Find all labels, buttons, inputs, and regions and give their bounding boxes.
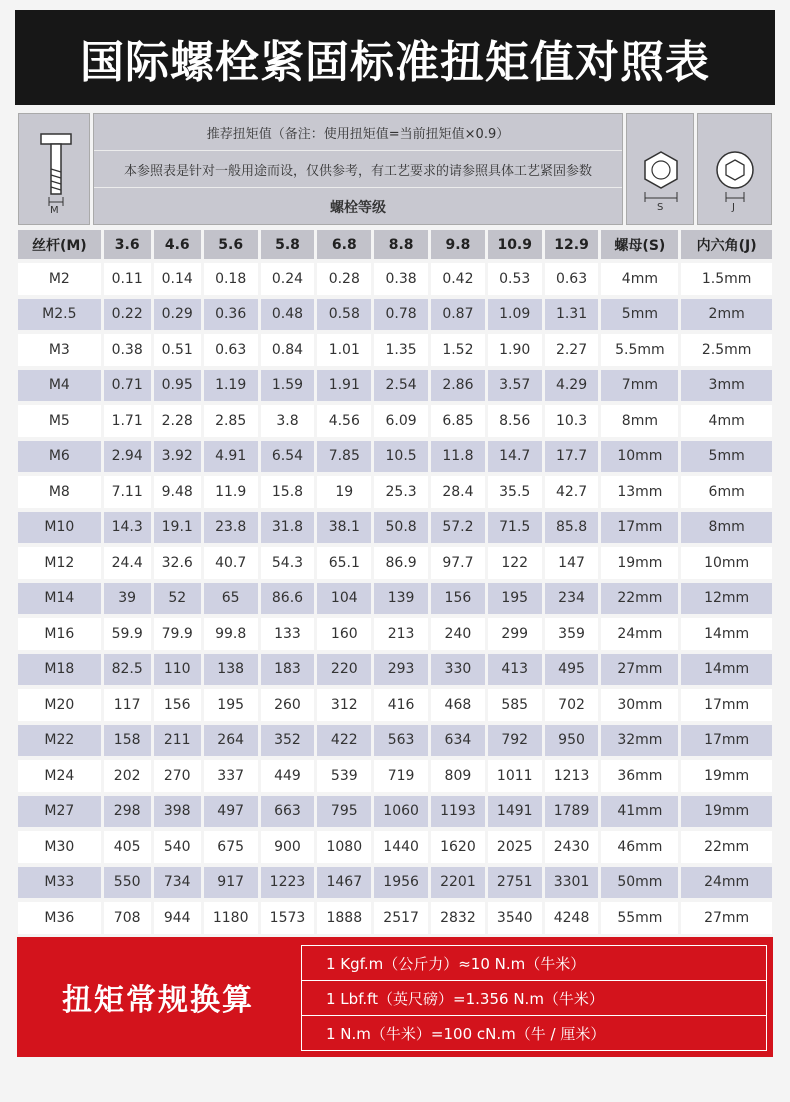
conversion-line: 1 N.m（牛米）=100 cN.m（牛 / 厘米） [326, 1025, 606, 1043]
value-cell: 422 [317, 725, 371, 757]
value-cell: 31.8 [261, 512, 315, 544]
table-row [18, 299, 772, 331]
value-cell: 79.9 [154, 618, 201, 650]
table-row [18, 725, 772, 757]
value-cell: 183 [261, 654, 315, 686]
size-cell: M24 [18, 760, 101, 792]
value-cell: 900 [261, 831, 315, 863]
value-cell: 359 [545, 618, 599, 650]
column-header: 丝杆(M) [18, 230, 101, 259]
value-cell: 1213 [545, 760, 599, 792]
value-cell: 792 [488, 725, 542, 757]
value-cell: 17mm [681, 689, 772, 721]
size-cell: M20 [18, 689, 101, 721]
column-header: 6.8 [317, 230, 371, 259]
table-row [18, 654, 772, 686]
value-cell: 38.1 [317, 512, 371, 544]
value-cell: 1080 [317, 831, 371, 863]
value-cell: 312 [317, 689, 371, 721]
table-row [18, 583, 772, 615]
value-cell: 2.28 [154, 405, 201, 437]
table-row [18, 334, 772, 366]
size-cell: M3 [18, 334, 101, 366]
conversion-line: 1 Kgf.m（公斤力）≈10 N.m（牛米） [302, 946, 766, 981]
value-cell: 0.53 [488, 263, 542, 295]
value-cell: 468 [431, 689, 485, 721]
value-cell: 2430 [545, 831, 599, 863]
value-cell: 65 [204, 583, 258, 615]
value-cell: 1.09 [488, 299, 542, 331]
value-cell: 663 [261, 796, 315, 828]
value-cell: 585 [488, 689, 542, 721]
value-cell: 32mm [601, 725, 678, 757]
value-cell: 15.8 [261, 476, 315, 508]
value-cell: 0.11 [104, 263, 151, 295]
value-cell: 2.94 [104, 441, 151, 473]
table-row [18, 476, 772, 508]
value-cell: 8mm [681, 512, 772, 544]
value-cell: 14mm [681, 618, 772, 650]
column-header: 5.8 [261, 230, 315, 259]
value-cell: 0.71 [104, 370, 151, 402]
value-cell: 4248 [545, 902, 599, 934]
nut-diagram [626, 113, 694, 225]
value-cell: 14.7 [488, 441, 542, 473]
column-header: 3.6 [104, 230, 151, 259]
value-cell: 1.31 [545, 299, 599, 331]
value-cell: 138 [204, 654, 258, 686]
value-cell: 99.8 [204, 618, 258, 650]
hex-socket-icon [698, 114, 773, 226]
grade-heading: 螺栓等级 [330, 199, 386, 216]
size-cell: M5 [18, 405, 101, 437]
value-cell: 1223 [261, 867, 315, 899]
value-cell: 2mm [681, 299, 772, 331]
table-header-block [15, 110, 775, 228]
column-header: 螺母(S) [601, 230, 678, 259]
value-cell: 1.91 [317, 370, 371, 402]
value-cell: 158 [104, 725, 151, 757]
value-cell: 104 [317, 583, 371, 615]
value-cell: 82.5 [104, 654, 151, 686]
value-cell: 0.48 [261, 299, 315, 331]
column-header: 8.8 [374, 230, 428, 259]
value-cell: 10.3 [545, 405, 599, 437]
value-cell: 4mm [681, 405, 772, 437]
value-cell: 0.87 [431, 299, 485, 331]
size-cell: M30 [18, 831, 101, 863]
value-cell: 1.59 [261, 370, 315, 402]
value-cell: 719 [374, 760, 428, 792]
value-cell: 86.9 [374, 547, 428, 579]
value-cell: 55mm [601, 902, 678, 934]
value-cell: 59.9 [104, 618, 151, 650]
value-cell: 234 [545, 583, 599, 615]
value-cell: 6.09 [374, 405, 428, 437]
value-cell: 1789 [545, 796, 599, 828]
value-cell: 2517 [374, 902, 428, 934]
size-cell: M33 [18, 867, 101, 899]
value-cell: 539 [317, 760, 371, 792]
column-header: 5.6 [204, 230, 258, 259]
value-cell: 0.84 [261, 334, 315, 366]
title-banner [15, 10, 775, 105]
value-cell: 13mm [601, 476, 678, 508]
value-cell: 1.35 [374, 334, 428, 366]
value-cell: 12mm [681, 583, 772, 615]
value-cell: 65.1 [317, 547, 371, 579]
table-row [18, 831, 772, 863]
value-cell: 950 [545, 725, 599, 757]
value-cell: 110 [154, 654, 201, 686]
size-cell: M22 [18, 725, 101, 757]
value-cell: 46mm [601, 831, 678, 863]
table-row [18, 512, 772, 544]
value-cell: 6.85 [431, 405, 485, 437]
value-cell: 11.8 [431, 441, 485, 473]
value-cell: 3mm [681, 370, 772, 402]
value-cell: 35.5 [488, 476, 542, 508]
value-cell: 19.1 [154, 512, 201, 544]
value-cell: 298 [104, 796, 151, 828]
value-cell: 11.9 [204, 476, 258, 508]
value-cell: 2201 [431, 867, 485, 899]
value-cell: 0.38 [104, 334, 151, 366]
value-cell: 5.5mm [601, 334, 678, 366]
value-cell: 2.27 [545, 334, 599, 366]
value-cell: 0.63 [204, 334, 258, 366]
column-header: 内六角(J) [681, 230, 772, 259]
value-cell: 7mm [601, 370, 678, 402]
conversion-line: 1 Lbf.ft（英尺磅）=1.356 N.m（牛米） [302, 981, 766, 1016]
value-cell: 398 [154, 796, 201, 828]
hex-dim-label: J [732, 202, 735, 213]
value-cell: 8.56 [488, 405, 542, 437]
value-cell: 7.85 [317, 441, 371, 473]
value-cell: 2751 [488, 867, 542, 899]
value-cell: 240 [431, 618, 485, 650]
value-cell: 30mm [601, 689, 678, 721]
value-cell: 52 [154, 583, 201, 615]
size-cell: M10 [18, 512, 101, 544]
size-cell: M12 [18, 547, 101, 579]
size-cell: M4 [18, 370, 101, 402]
value-cell: 0.42 [431, 263, 485, 295]
column-header: 9.8 [431, 230, 485, 259]
value-cell: 24.4 [104, 547, 151, 579]
value-cell: 9.48 [154, 476, 201, 508]
torque-table-body [18, 263, 772, 934]
page-title: 国际螺栓紧固标准扭矩值对照表 [80, 36, 710, 88]
value-cell: 139 [374, 583, 428, 615]
column-header: 12.9 [545, 230, 599, 259]
size-cell: M18 [18, 654, 101, 686]
value-cell: 540 [154, 831, 201, 863]
value-cell: 5mm [601, 299, 678, 331]
value-cell: 1011 [488, 760, 542, 792]
value-cell: 4mm [601, 263, 678, 295]
value-cell: 6.54 [261, 441, 315, 473]
value-cell: 36mm [601, 760, 678, 792]
value-cell: 0.38 [374, 263, 428, 295]
value-cell: 0.51 [154, 334, 201, 366]
value-cell: 213 [374, 618, 428, 650]
value-cell: 1.52 [431, 334, 485, 366]
value-cell: 156 [154, 689, 201, 721]
value-cell: 1.90 [488, 334, 542, 366]
value-cell: 497 [204, 796, 258, 828]
value-cell: 4.91 [204, 441, 258, 473]
value-cell: 42.7 [545, 476, 599, 508]
nut-dim-label: S [657, 202, 664, 213]
value-cell: 416 [374, 689, 428, 721]
value-cell: 17mm [601, 512, 678, 544]
value-cell: 702 [545, 689, 599, 721]
size-cell: M16 [18, 618, 101, 650]
value-cell: 405 [104, 831, 151, 863]
value-cell: 3.92 [154, 441, 201, 473]
value-cell: 734 [154, 867, 201, 899]
value-cell: 41mm [601, 796, 678, 828]
value-cell: 97.7 [431, 547, 485, 579]
value-cell: 147 [545, 547, 599, 579]
value-cell: 23.8 [204, 512, 258, 544]
value-cell: 0.95 [154, 370, 201, 402]
value-cell: 299 [488, 618, 542, 650]
size-cell: M36 [18, 902, 101, 934]
value-cell: 264 [204, 725, 258, 757]
table-row [18, 689, 772, 721]
value-cell: 27mm [601, 654, 678, 686]
conversion-list [301, 945, 767, 1051]
value-cell: 50mm [601, 867, 678, 899]
value-cell: 2.85 [204, 405, 258, 437]
value-cell: 5mm [681, 441, 772, 473]
value-cell: 0.24 [261, 263, 315, 295]
value-cell: 7.11 [104, 476, 151, 508]
value-cell: 260 [261, 689, 315, 721]
value-cell: 6mm [681, 476, 772, 508]
table-row [18, 370, 772, 402]
value-cell: 0.14 [154, 263, 201, 295]
column-header: 4.6 [154, 230, 201, 259]
value-cell: 27mm [681, 902, 772, 934]
conversion-label: 扭矩常规换算 [62, 983, 254, 1018]
value-cell: 10.5 [374, 441, 428, 473]
value-cell: 563 [374, 725, 428, 757]
table-row [18, 796, 772, 828]
value-cell: 28.4 [431, 476, 485, 508]
value-cell: 809 [431, 760, 485, 792]
value-cell: 2025 [488, 831, 542, 863]
value-cell: 8mm [601, 405, 678, 437]
value-cell: 202 [104, 760, 151, 792]
value-cell: 57.2 [431, 512, 485, 544]
value-cell: 0.78 [374, 299, 428, 331]
value-cell: 32.6 [154, 547, 201, 579]
value-cell: 0.28 [317, 263, 371, 295]
value-cell: 71.5 [488, 512, 542, 544]
value-cell: 413 [488, 654, 542, 686]
value-cell: 337 [204, 760, 258, 792]
value-cell: 0.22 [104, 299, 151, 331]
value-cell: 2832 [431, 902, 485, 934]
value-cell: 19mm [681, 796, 772, 828]
value-cell: 1620 [431, 831, 485, 863]
value-cell: 270 [154, 760, 201, 792]
size-cell: M8 [18, 476, 101, 508]
value-cell: 634 [431, 725, 485, 757]
value-cell: 795 [317, 796, 371, 828]
value-cell: 944 [154, 902, 201, 934]
value-cell: 3301 [545, 867, 599, 899]
value-cell: 19mm [681, 760, 772, 792]
header-notes [93, 113, 623, 225]
value-cell: 156 [431, 583, 485, 615]
table-row [18, 618, 772, 650]
value-cell: 1956 [374, 867, 428, 899]
value-cell: 0.18 [204, 263, 258, 295]
value-cell: 86.6 [261, 583, 315, 615]
value-cell: 17mm [681, 725, 772, 757]
value-cell: 39 [104, 583, 151, 615]
table-row [18, 405, 772, 437]
value-cell: 330 [431, 654, 485, 686]
value-cell: 1440 [374, 831, 428, 863]
value-cell: 675 [204, 831, 258, 863]
value-cell: 50.8 [374, 512, 428, 544]
value-cell: 17.7 [545, 441, 599, 473]
conversion-panel [17, 937, 773, 1057]
value-cell: 917 [204, 867, 258, 899]
value-cell: 1180 [204, 902, 258, 934]
value-cell: 122 [488, 547, 542, 579]
value-cell: 0.36 [204, 299, 258, 331]
value-cell: 3.8 [261, 405, 315, 437]
value-cell: 19 [317, 476, 371, 508]
table-row [18, 760, 772, 792]
value-cell: 195 [488, 583, 542, 615]
value-cell: 19mm [601, 547, 678, 579]
value-cell: 10mm [601, 441, 678, 473]
bolt-dim-label: M [50, 205, 59, 216]
table-row [18, 867, 772, 899]
value-cell: 1467 [317, 867, 371, 899]
recommend-note: 推荐扭矩值（备注：使用扭矩值=当前扭矩值×0.9） [94, 114, 622, 151]
table-row [18, 547, 772, 579]
value-cell: 40.7 [204, 547, 258, 579]
size-cell: M2 [18, 263, 101, 295]
value-cell: 1060 [374, 796, 428, 828]
bolt-diagram [18, 113, 90, 225]
value-cell: 293 [374, 654, 428, 686]
value-cell: 195 [204, 689, 258, 721]
value-cell: 1193 [431, 796, 485, 828]
table-row [18, 441, 772, 473]
value-cell: 25.3 [374, 476, 428, 508]
value-cell: 1.5mm [681, 263, 772, 295]
usage-note: 本参照表是针对一般用途而设，仅供参考，有工艺要求的请参照具体工艺紧固参数 [94, 151, 622, 188]
value-cell: 4.29 [545, 370, 599, 402]
table-row [18, 263, 772, 295]
value-cell: 4.56 [317, 405, 371, 437]
size-cell: M14 [18, 583, 101, 615]
value-cell: 0.58 [317, 299, 371, 331]
value-cell: 85.8 [545, 512, 599, 544]
value-cell: 117 [104, 689, 151, 721]
torque-sheet [15, 110, 775, 926]
value-cell: 54.3 [261, 547, 315, 579]
column-header: 10.9 [488, 230, 542, 259]
value-cell: 10mm [681, 547, 772, 579]
value-cell: 1573 [261, 902, 315, 934]
value-cell: 0.63 [545, 263, 599, 295]
value-cell: 2.54 [374, 370, 428, 402]
value-cell: 14mm [681, 654, 772, 686]
value-cell: 22mm [601, 583, 678, 615]
value-cell: 24mm [681, 867, 772, 899]
size-cell: M2.5 [18, 299, 101, 331]
value-cell: 708 [104, 902, 151, 934]
value-cell: 352 [261, 725, 315, 757]
size-cell: M27 [18, 796, 101, 828]
value-cell: 220 [317, 654, 371, 686]
value-cell: 1.19 [204, 370, 258, 402]
torque-table [15, 226, 775, 938]
value-cell: 1.01 [317, 334, 371, 366]
size-cell: M6 [18, 441, 101, 473]
column-header-row [18, 230, 772, 259]
value-cell: 2.5mm [681, 334, 772, 366]
value-cell: 22mm [681, 831, 772, 863]
value-cell: 495 [545, 654, 599, 686]
hex-socket-diagram [697, 113, 772, 225]
value-cell: 133 [261, 618, 315, 650]
value-cell: 24mm [601, 618, 678, 650]
value-cell: 550 [104, 867, 151, 899]
table-row [18, 902, 772, 934]
value-cell: 3540 [488, 902, 542, 934]
value-cell: 2.86 [431, 370, 485, 402]
value-cell: 14.3 [104, 512, 151, 544]
value-cell: 1491 [488, 796, 542, 828]
value-cell: 211 [154, 725, 201, 757]
value-cell: 160 [317, 618, 371, 650]
value-cell: 449 [261, 760, 315, 792]
value-cell: 1888 [317, 902, 371, 934]
value-cell: 1.71 [104, 405, 151, 437]
value-cell: 0.29 [154, 299, 201, 331]
value-cell: 3.57 [488, 370, 542, 402]
